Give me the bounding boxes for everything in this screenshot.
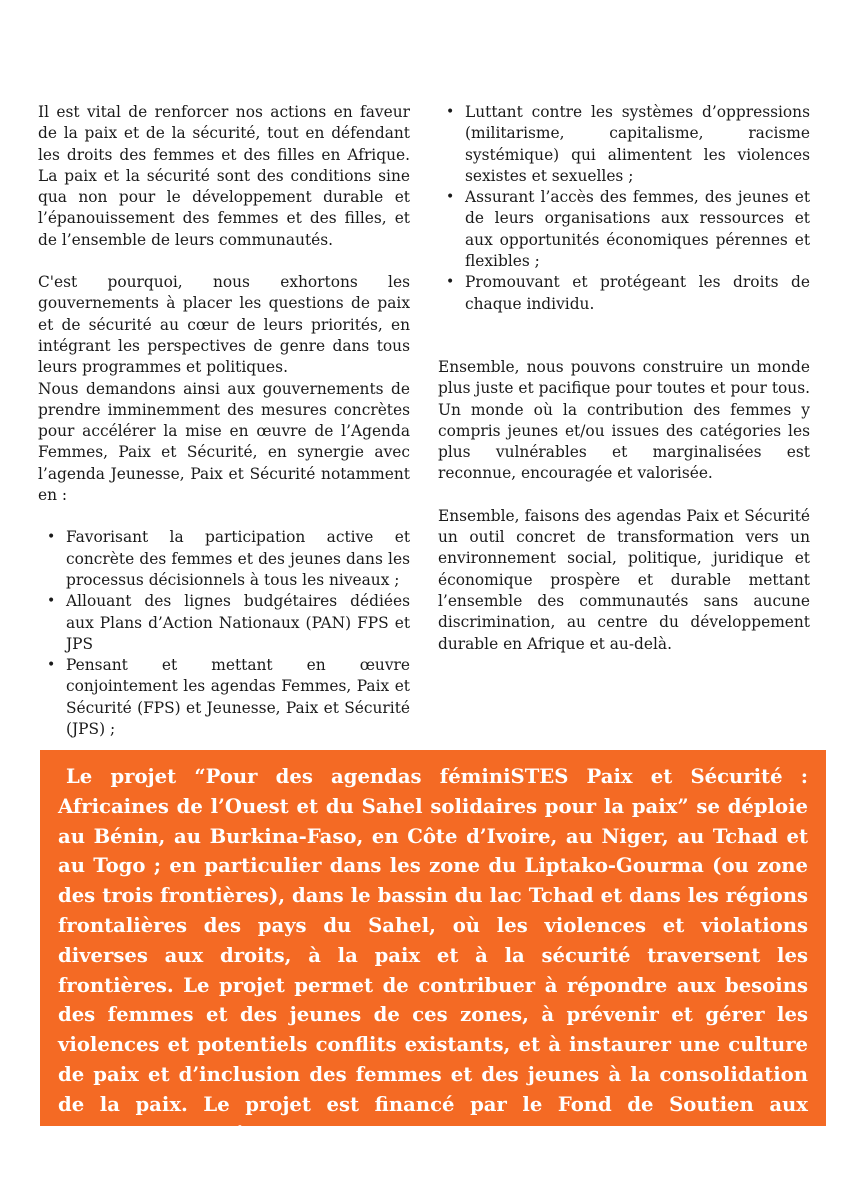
exhortation-paragraph: C'est pourquoi, nous exhortons les gouvernements à placer les questions de paix et de sécurité au cœur de leurs priorités, en intégrant les perspectives de genre dans tous leurs programmes et politiques. — [38, 273, 410, 377]
together-paragraph: Ensemble, nous pouvons construire un monde plus juste et pacifique pour toutes et pour tous. Un monde où la contribution des femmes y compris jeunes et/ou issues des catégories les plus vulnérables et marginalisées est reconnue, encouragée et valorisée. — [438, 357, 810, 483]
demands-list-part1 — [38, 527, 410, 740]
bullet-icon: • — [446, 189, 455, 206]
bullet-icon: • — [47, 529, 56, 546]
list-item: • Promouvant et protégeant les droits de chaque individu. — [446, 273, 810, 313]
list-item: • Pensant et mettant en œuvre conjointement les agendas Femmes, Paix et Sécurité (FPS) et Jeunesse, Paix et Sécurité (JPS) ; — [47, 656, 410, 739]
project-description: Le projet “Pour des agendas féminiSTES Paix et Sécurité : Africaines de l’Ouest et du Sahel solidaires pour la paix” se déploie au Bénin, au Burkina-Faso, en Côte d’Ivoire, au Niger, au Tchad et au Togo ; en particulier dans les zone du Liptako-Gourma (ou zone des trois frontières), dans le bassin du lac Tchad et dans les régions frontalières des pays du Sahel, où les violences et violations diverses aux droits, à la paix et à la sécurité traversent les frontières. Le projet permet de contribuer à répondre aux besoins des femmes et des jeunes de ces zones, à prévenir et gérer les violences et potentiels conflits existants, et à instaurer une culture de paix et d’inclusion des femmes et des jeunes à la consolidation de la paix. Le projet est financé par le Fond de Soutien aux Organisations Féministes (FSOF). — [58, 765, 808, 1146]
intro-paragraph: Il est vital de renforcer nos actions en faveur de la paix et de la sécurité, tout en défendant les droits des femmes et des filles en Afrique. La paix et la sécurité sont des conditions sine qua non pour le développement durable et l’épanouissement des femmes et des filles, et de l’ensemble de leurs communautés. — [38, 103, 410, 249]
right-column — [438, 102, 810, 655]
bullet-icon: • — [47, 657, 56, 674]
list-item: • Allouant des lignes budgétaires dédiées aux Plans d’Action Nationaux (PAN) FPS et JPS — [47, 592, 410, 653]
bullet-icon: • — [446, 274, 455, 291]
project-banner — [40, 750, 826, 1146]
bullet-icon: • — [446, 104, 455, 120]
list-item: • Assurant l’accès des femmes, des jeunes et de leurs organisations aux ressources et aux opportunités économiques pérennes et flexibles ; — [446, 188, 810, 271]
demands-paragraph: Nous demandons ainsi aux gouvernements de prendre imminemment des mesures concrètes pour accélérer la mise en œuvre de l’Agenda Femmes, Paix et Sécurité, en synergie avec l’agenda Jeunesse, Paix et Sécurité notamment en : — [38, 379, 410, 505]
list-item: • Luttant contre les systèmes d’oppressions (militarisme, capitalisme, racisme systémique) qui alimentent les violences sexistes et sexuelles ; — [446, 103, 810, 185]
list-item: • Favorisant la participation active et concrète des femmes et des jeunes dans les processus décisionnels à tous les niveaux ; — [47, 528, 410, 589]
left-column — [38, 102, 410, 740]
bullet-icon: • — [47, 593, 56, 610]
agendas-paragraph: Ensemble, faisons des agendas Paix et Sécurité un outil concret de transformation vers un environnement social, politique, juridique et économique prospère et durable mettant l’ensemble des communautés sans aucune discrimination, au centre du développement durable en Afrique et au-delà. — [438, 506, 810, 653]
demands-list-part2 — [438, 102, 810, 315]
